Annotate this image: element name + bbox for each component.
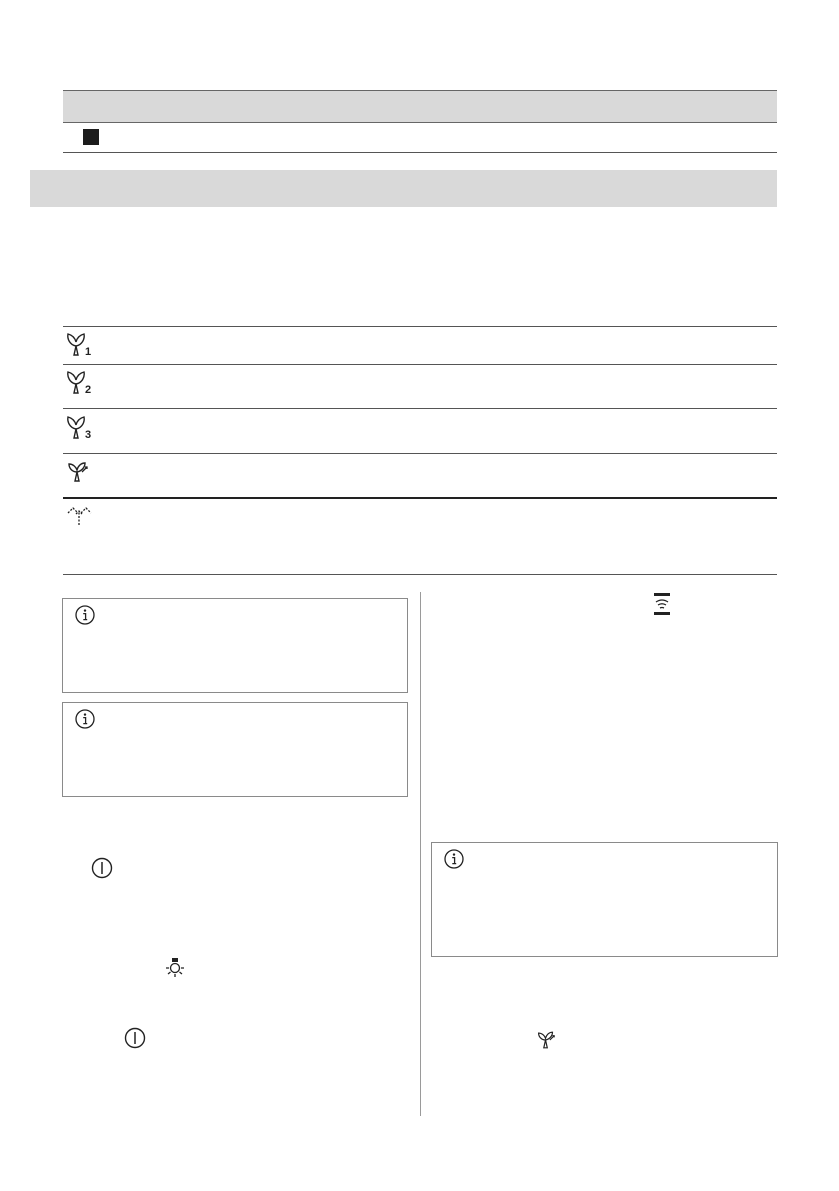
fan-speed-label: 2 xyxy=(85,384,92,396)
fan-boost-icon xyxy=(66,460,96,484)
fan-table-bottom-rule xyxy=(63,574,777,575)
fan-table-rule xyxy=(63,408,777,409)
fan-table-top-rule xyxy=(63,326,777,327)
section-heading-bar xyxy=(30,170,777,207)
fan-speed-3-icon xyxy=(66,415,96,441)
hob-to-hood-icon xyxy=(651,592,673,616)
breeze-arrows-icon xyxy=(66,503,96,529)
fan-boost-icon xyxy=(536,1028,562,1052)
fan-speed-label: 1 xyxy=(85,346,92,358)
power-icon xyxy=(91,857,113,879)
fan-speed-1-icon xyxy=(66,332,96,358)
info-note-box xyxy=(62,702,408,797)
power-icon xyxy=(124,1027,146,1049)
fan-table-rule xyxy=(63,364,777,365)
column-divider xyxy=(420,592,421,1116)
info-icon xyxy=(444,849,464,869)
top-table-header xyxy=(63,90,777,123)
fan-speed-label: 3 xyxy=(85,429,92,441)
fan-speed-2-icon xyxy=(66,370,96,396)
fan-table-rule-thick xyxy=(63,497,777,499)
info-note-box xyxy=(62,598,408,693)
fan-table-rule xyxy=(63,453,777,454)
info-icon xyxy=(75,605,95,625)
top-table-row xyxy=(63,122,777,153)
info-icon xyxy=(75,709,95,729)
light-icon xyxy=(163,957,187,981)
info-note-box xyxy=(431,842,778,957)
square-stop-icon xyxy=(83,129,99,145)
